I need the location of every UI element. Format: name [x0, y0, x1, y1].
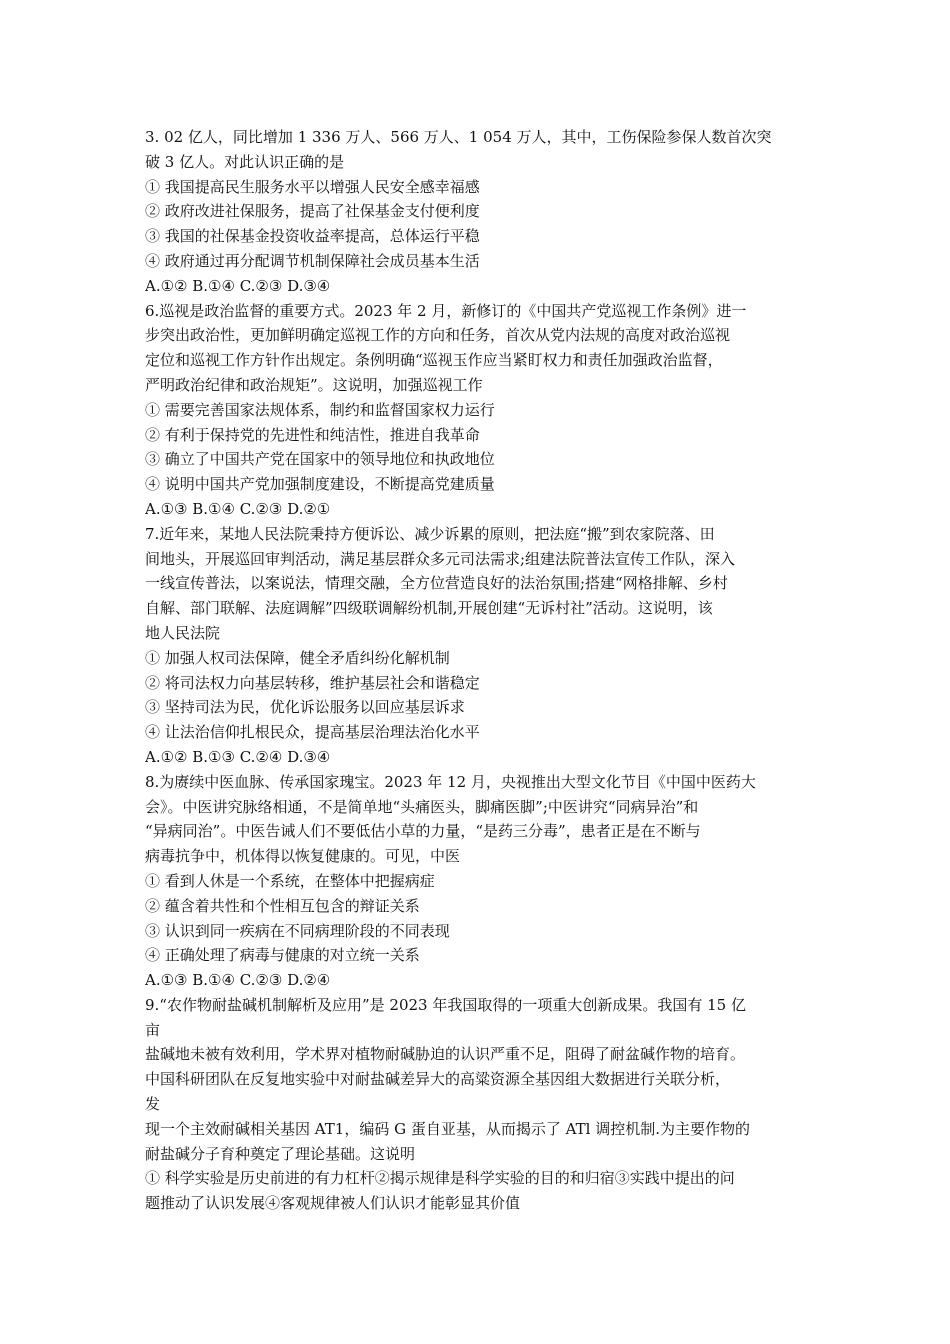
option-line: ① 我国提高民生服务水平以增强人民安全感幸福感: [145, 177, 480, 196]
question-text: 现一个主效耐碱相关基因 AT1，编码 G 蛋自亚基，从而揭示了 ATl 调控机制.为主要作物的: [145, 1119, 750, 1138]
text-line: 3. 02 亿人，同比增加 1 336 万人、566 万人、1 054 万人，其中，工伤保险参保人数首次突: [145, 128, 772, 146]
question-text: 耐盐碱分子育种奠定了理论基础。这说明: [145, 1144, 416, 1163]
question-text: 盐碱地未被有效利用，学术界对植物耐碱胁迫的认识严重不足，阻碍了耐盆碱作物的培育。: [145, 1045, 746, 1064]
option-line: ② 有利于保持党的先进性和纯洁性，推进自我革命: [145, 425, 480, 444]
question-text: 中国科研团队在反复地实验中对耐盐碱差异大的高粱资源全基因组大数据进行关联分析，: [145, 1070, 731, 1089]
option-line: ① 加强人权司法保障，健全矛盾纠纷化解机制: [145, 648, 450, 667]
question-text: 7.近年来，某地人民法院秉持方便诉讼、减少诉累的原则，把法庭“搬”到农家院落、田: [145, 524, 715, 543]
answer-choices: A.①② B.①④ C.②③ D.③④: [145, 276, 331, 295]
question-text: 6.巡视是政治监督的重要方式。2023 年 2 月，新修订的《中国共产党巡视工作条例》进一: [145, 301, 747, 320]
question-text: 一线宣传普法，以案说法，情理交融，全方位营造良好的法治氛围;搭建“网格排解、乡村: [145, 574, 728, 593]
question-text: “异病同治”。中医告诫人们不要低估小草的力量，“是药三分毒”，患者正是在不断与: [145, 822, 701, 841]
question-text: 步突出政治性，更加鲜明确定巡视工作的方向和任务，首次从党内法规的高度对政治巡视: [145, 326, 731, 345]
question-text: 会》。中医讲究脉络相通，不是简单地“头痛医头，脚痛医脚”;中医讲究“同病异治”和: [145, 797, 699, 816]
option-line: ① 需要完善国家法规体系，制约和监督国家权力运行: [145, 400, 495, 419]
text-line: 破 3 亿人。对此认识正确的是: [145, 152, 345, 171]
answer-choices: A.①③ B.①④ C.②③ D.②④: [145, 971, 331, 990]
option-line: ④ 政府通过再分配调节机制保障社会成员基本生活: [145, 251, 480, 270]
question-text: 严明政治纪律和政治规矩”。这说明，加强巡视工作: [145, 375, 483, 394]
question-text: 间地头，开展巡回审判活动，满足基层群众多元司法需求;组建法院普法宣传工作队，深入: [145, 549, 736, 568]
option-line: ③ 认识到同一疾病在不同病理阶段的不同表现: [145, 921, 450, 940]
option-line: ② 蕴含着共性和个性相互包含的辩证关系: [145, 896, 420, 915]
question-text: 定位和巡视工作方针作出规定。条例明确“巡视玉作应当紧盯权力和责任加强政治监督，: [145, 351, 723, 370]
option-line: ④ 说明中国共产党加强制度建设，不断提高党建质量: [145, 475, 495, 494]
question-text: 亩: [145, 1020, 161, 1039]
question-text: 发: [145, 1095, 161, 1114]
question-text: 8.为赓续中医血脉、传承国家瑰宝。2023 年 12 月，央视推出大型文化节目《中国中医药大: [145, 772, 756, 791]
option-line: ② 将司法权力向基层转移，维护基层社会和谐稳定: [145, 673, 480, 692]
answer-choices: A.①③ B.①④ C.②③ D.②①: [145, 499, 331, 518]
option-line: ③ 坚持司法为民，优化诉讼服务以回应基层诉求: [145, 698, 465, 717]
option-line: ① 科学实验是历史前进的有力杠杆②揭示规律是科学实验的目的和归宿③实践中提出的问: [145, 1169, 735, 1188]
option-line: ③ 我国的社保基金投资收益率提高，总体运行平稳: [145, 227, 480, 246]
option-line: ③ 确立了中国共产党在国家中的领导地位和执政地位: [145, 450, 495, 469]
question-text: 病毒抗争中，机体得以恢复健康的。可见，中医: [145, 847, 461, 866]
question-text: 地人民法院: [145, 623, 221, 642]
option-line: ① 看到人休是一个系统，在整体中把握病症: [145, 871, 435, 890]
option-line: ④ 正确处理了病毒与健康的对立统一关系: [145, 946, 420, 965]
document-page: [145, 125, 810, 1216]
question-text: 9.“农作物耐盐碱机制解析及应用”是 2023 年我国取得的一项重大创新成果。我国有 15 亿: [145, 995, 746, 1014]
option-line: 题推动了认识发展④客观规律被人们认识才能彰显其价值: [145, 1194, 521, 1213]
option-line: ④ 让法治信仰扎根民众，提高基层治理法治化水平: [145, 723, 480, 742]
question-text: 自解、部门联解、法庭调解”四级联调解纷机制,开展创建“无诉村社”活动。这说明，该: [145, 599, 713, 618]
answer-choices: A.①② B.①③ C.②④ D.③④: [145, 747, 331, 766]
option-line: ② 政府改进社保服务，提高了社保基金支付便利度: [145, 202, 480, 221]
